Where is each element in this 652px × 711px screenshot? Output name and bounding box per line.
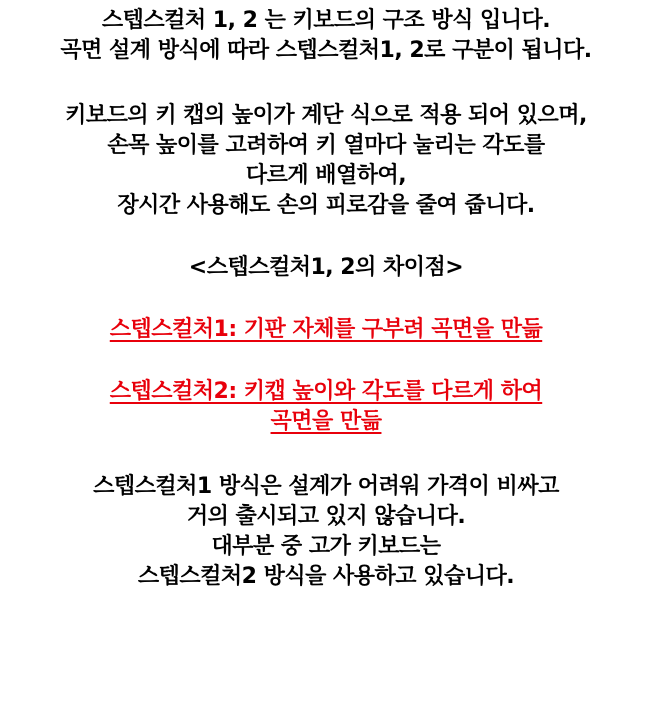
difference-item-1-text: 스텝스컬처1: 기판 자체를 구부려 곡면을 만듦 — [109, 317, 543, 342]
intro-line-2: 곡면 설계 방식에 따라 스텝스컬처1, 2로 구분이 됩니다. — [60, 38, 592, 63]
difference-item-1 — [0, 315, 652, 345]
conclusion-line-3: 대부분 중 고가 키보드는 — [211, 534, 441, 559]
conclusion-line-2: 거의 출시되고 있지 않습니다. — [186, 504, 466, 529]
difference-item-2-line-1 — [0, 377, 652, 407]
intro-line-1: 스텝스컬처 1, 2 는 키보드의 구조 방식 입니다. — [101, 8, 551, 33]
description-line-4: 장시간 사용해도 손의 피로감을 줄여 줍니다. — [117, 193, 535, 218]
difference-heading: <스텝스컬처1, 2의 차이점> — [188, 255, 464, 280]
conclusion-line-4: 스텝스컬처2 방식을 사용하고 있습니다. — [137, 564, 515, 589]
conclusion-line-1: 스텝스컬처1 방식은 설계가 어려워 가격이 비싸고 — [93, 474, 559, 499]
difference-item-2-text-1: 스텝스컬처2: 키캡 높이와 각도를 다르게 하여 — [109, 379, 543, 404]
difference-item-2-text-2: 곡면을 만듦 — [270, 409, 382, 434]
description-line-3: 다르게 배열하여, — [245, 163, 407, 188]
difference-item-2-line-2 — [0, 407, 652, 437]
description-line-1: 키보드의 키 캡의 높이가 계단 식으로 적용 되어 있으며, — [65, 103, 587, 128]
description-line-2: 손목 높이를 고려하여 키 열마다 눌리는 각도를 — [107, 133, 545, 158]
